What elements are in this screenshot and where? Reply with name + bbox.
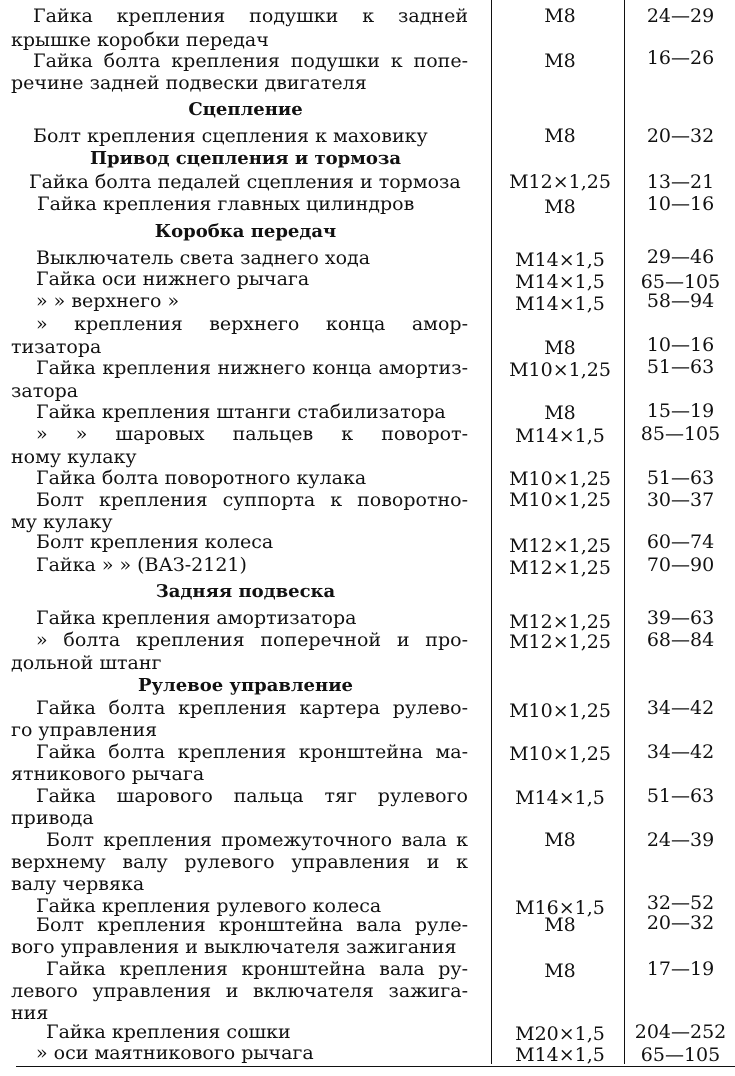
- section-heading: Привод сцепления и тормоза: [90, 148, 401, 169]
- item-description-line: верхнему валу рулевого управления и к: [11, 851, 468, 873]
- item-description-line: затора: [11, 380, 79, 402]
- torque-value: 10—16: [646, 334, 715, 356]
- torque-value: 68—84: [646, 629, 715, 651]
- item-description-line: Выключатель света заднего хода: [36, 247, 371, 269]
- item-description-line: му кулаку: [11, 511, 113, 533]
- item-description-line: Гайка крепления штанги стабилизатора: [36, 401, 446, 423]
- torque-value: 15—19: [646, 400, 715, 422]
- item-description-line: Гайка оси нижнего рычага: [36, 268, 310, 290]
- item-description-line: Гайка крепления нижнего конца амортиз-: [36, 357, 468, 379]
- thread-size: M8: [544, 125, 576, 147]
- item-description-line: Гайка болта крепления подушки к попе-: [33, 50, 468, 72]
- torque-value: 16—26: [646, 47, 715, 69]
- item-description-line: Гайка болта крепления кронштейна ма-: [36, 741, 468, 763]
- item-description-line: дольной штанг: [11, 652, 162, 674]
- thread-size: M8: [544, 5, 576, 27]
- thread-size: M12×1,25: [509, 557, 611, 579]
- item-description-line: ния: [11, 1002, 49, 1024]
- item-description-line: » оси маятникового рычага: [36, 1042, 314, 1064]
- torque-value: 51—63: [646, 356, 715, 378]
- item-description-line: левого управления и включателя зажига-: [11, 980, 468, 1002]
- item-description-line: вого управления и выключателя зажигания: [11, 936, 457, 958]
- item-description-line: » болта крепления поперечной и про-: [36, 629, 468, 651]
- section-heading: Коробка передач: [154, 221, 337, 242]
- item-description-line: Болт крепления суппорта к поворотно-: [36, 489, 468, 511]
- thread-size: M12×1,25: [509, 535, 611, 557]
- item-description-line: тизатора: [11, 336, 102, 358]
- thread-size: M14×1,5: [515, 787, 605, 809]
- item-description-line: привода: [11, 807, 94, 829]
- torque-value: 60—74: [646, 531, 715, 553]
- section-heading: Рулевое управление: [137, 675, 353, 696]
- torque-value: 65—105: [640, 1044, 721, 1066]
- thread-size: M8: [544, 829, 576, 851]
- torque-value: 58—94: [646, 290, 715, 312]
- torque-value: 29—46: [646, 246, 715, 268]
- item-description-line: го управления: [11, 719, 158, 741]
- item-description-line: Гайка » » (ВАЗ-2121): [36, 554, 247, 576]
- item-description-line: речине задней подвески двигателя: [11, 72, 367, 94]
- thread-size: M12×1,25: [509, 611, 611, 633]
- thread-size: M10×1,25: [509, 468, 611, 490]
- torque-value: 32—52: [646, 892, 715, 914]
- item-description-line: Гайка крепления амортизатора: [36, 607, 357, 629]
- item-description-line: Гайка крепления рулевого колеса: [36, 895, 382, 917]
- torque-value: 65—105: [640, 271, 721, 293]
- item-description-line: Гайка болта поворотного кулака: [36, 467, 367, 489]
- item-description-line: Гайка шарового пальца тяг рулевого: [36, 785, 468, 807]
- thread-size: M8: [544, 337, 576, 359]
- torque-value: 30—37: [646, 489, 715, 511]
- torque-value: 70—90: [646, 554, 715, 576]
- item-description-line: Гайка болта педалей сцепления и тормоза: [29, 171, 461, 193]
- item-description-line: » крепления верхнего конца амор-: [36, 313, 468, 335]
- item-description-line: Гайка крепления подушки к задней: [33, 5, 468, 27]
- item-description-line: Гайка крепления кронштейна вала ру-: [46, 958, 468, 980]
- item-description-line: Болт крепления кронштейна вала руле-: [36, 914, 468, 936]
- thread-size: M8: [544, 196, 576, 218]
- torque-value: 20—32: [646, 912, 715, 934]
- thread-size: M16×1,5: [515, 897, 605, 919]
- torque-value: 204—252: [634, 1021, 727, 1043]
- thread-size: M10×1,25: [509, 489, 611, 511]
- thread-size: M14×1,5: [515, 425, 605, 447]
- section-heading: Сцепление: [188, 99, 303, 120]
- thread-size: M12×1,25: [509, 631, 611, 653]
- item-description-line: Болт крепления сцепления к маховику: [33, 125, 428, 147]
- torque-value: 51—63: [646, 785, 715, 807]
- item-description-line: Болт крепления промежуточного вала к: [46, 829, 468, 851]
- column-divider-torque: [624, 0, 625, 1064]
- thread-size: M10×1,25: [509, 743, 611, 765]
- torque-value: 34—42: [646, 741, 715, 763]
- torque-value: 20—32: [646, 125, 715, 147]
- torque-value: 51—63: [646, 467, 715, 489]
- item-description-line: ному кулаку: [11, 446, 137, 468]
- thread-size: M14×1,5: [515, 271, 605, 293]
- thread-size: M8: [544, 960, 576, 982]
- thread-size: M8: [544, 914, 576, 936]
- thread-size: M12×1,25: [509, 171, 611, 193]
- item-description-line: Болт крепления колеса: [36, 531, 274, 553]
- thread-size: M8: [544, 402, 576, 424]
- torque-value: 85—105: [640, 423, 721, 445]
- item-description-line: Гайка крепления главных цилиндров: [37, 193, 415, 215]
- thread-size: M8: [544, 50, 576, 72]
- thread-size: M14×1,5: [515, 1044, 605, 1066]
- item-description-line: Гайка крепления сошки: [46, 1021, 291, 1043]
- item-description-line: » » шаровых пальцев к поворот-: [36, 423, 468, 445]
- item-description-line: крышке коробки передач: [11, 29, 269, 51]
- thread-size: M10×1,25: [509, 359, 611, 381]
- torque-value: 24—29: [646, 5, 715, 27]
- thread-size: M14×1,5: [515, 249, 605, 271]
- torque-value: 13—21: [646, 171, 715, 193]
- item-description-line: Гайка болта крепления картера рулево-: [36, 697, 468, 719]
- torque-value: 17—19: [646, 958, 715, 980]
- thread-size: M10×1,25: [509, 700, 611, 722]
- torque-value: 39—63: [646, 607, 715, 629]
- torque-value: 34—42: [646, 697, 715, 719]
- item-description-line: » » верхнего »: [36, 290, 180, 312]
- torque-value: 10—16: [646, 193, 715, 215]
- column-divider-thread: [491, 0, 492, 1064]
- table-bottom-rule: [16, 1066, 735, 1067]
- section-heading: Задняя подвеска: [155, 581, 336, 602]
- torque-value: 24—39: [646, 829, 715, 851]
- thread-size: M14×1,5: [515, 293, 605, 315]
- item-description-line: валу червяка: [11, 873, 145, 895]
- thread-size: M20×1,5: [515, 1023, 605, 1045]
- item-description-line: ятникового рычага: [11, 763, 205, 785]
